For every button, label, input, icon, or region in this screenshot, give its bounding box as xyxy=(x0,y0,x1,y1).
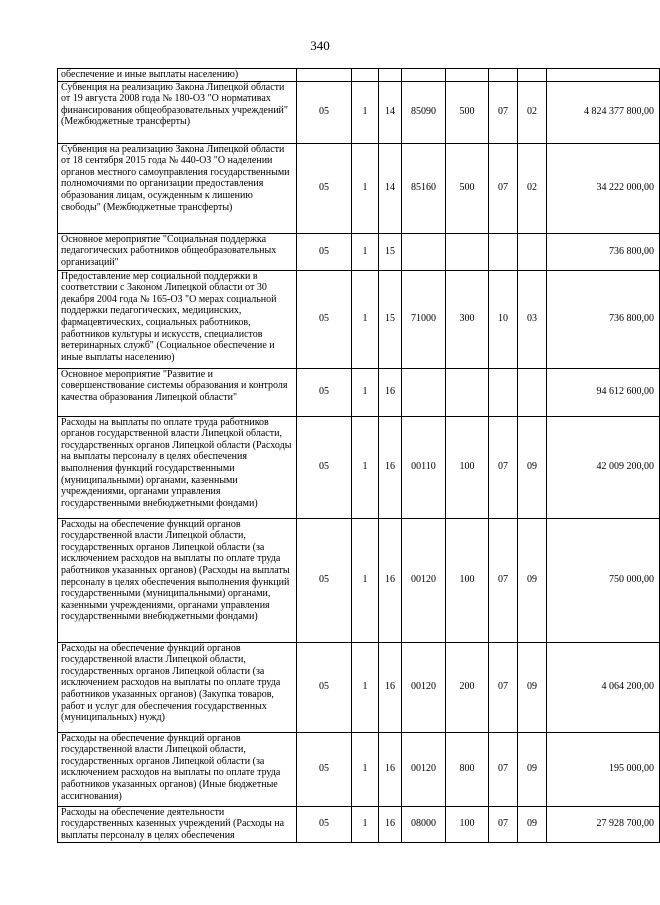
activity-code-cell: 16 xyxy=(379,518,402,642)
amount-cell: 195 000,00 xyxy=(547,732,660,806)
amount-cell: 42 009 200,00 xyxy=(547,416,660,518)
program-code-cell: 05 xyxy=(297,233,352,270)
amount-cell: 34 222 000,00 xyxy=(547,143,660,233)
program-code-cell: 05 xyxy=(297,81,352,143)
expense-type-code-cell: 300 xyxy=(446,270,489,368)
expense-type-code-cell xyxy=(446,69,489,82)
expense-type-code-cell xyxy=(446,368,489,416)
activity-code-cell: 14 xyxy=(379,143,402,233)
activity-code-cell: 14 xyxy=(379,81,402,143)
amount-cell: 94 612 600,00 xyxy=(547,368,660,416)
expense-item-name: обеспечение и иные выплаты населению) xyxy=(58,69,297,82)
program-code-cell: 05 xyxy=(297,806,352,842)
section-code-cell xyxy=(489,233,518,270)
activity-code-cell: 15 xyxy=(379,233,402,270)
activity-code-cell: 16 xyxy=(379,416,402,518)
table-row xyxy=(58,233,660,270)
section-code-cell: 07 xyxy=(489,806,518,842)
section-code-cell: 07 xyxy=(489,518,518,642)
subprogram-code-cell: 1 xyxy=(352,416,379,518)
expense-item-name: Расходы на выплаты по оплате труда работников органов государственной власти Липецкой области, государственных органов Липецкой области (Расходы на выплаты персоналу в целях обеспечения выполнения функций государственными (муниципальными) органами, казенными учреждениями, органами управления государственными внебюджетными фондами) xyxy=(58,416,297,518)
direction-code-cell: 00120 xyxy=(402,642,446,732)
amount-cell: 27 928 700,00 xyxy=(547,806,660,842)
amount-cell xyxy=(547,69,660,82)
program-code-cell: 05 xyxy=(297,518,352,642)
activity-code-cell: 16 xyxy=(379,368,402,416)
activity-code-cell: 16 xyxy=(379,732,402,806)
subsection-code-cell xyxy=(518,368,547,416)
program-code-cell: 05 xyxy=(297,416,352,518)
section-code-cell: 07 xyxy=(489,416,518,518)
subprogram-code-cell: 1 xyxy=(352,143,379,233)
program-code-cell: 05 xyxy=(297,732,352,806)
direction-code-cell: 00120 xyxy=(402,732,446,806)
table-row xyxy=(58,518,660,642)
direction-code-cell: 08000 xyxy=(402,806,446,842)
program-code-cell: 05 xyxy=(297,143,352,233)
activity-code-cell xyxy=(379,69,402,82)
subprogram-code-cell xyxy=(352,69,379,82)
amount-cell: 4 064 200,00 xyxy=(547,642,660,732)
table-row xyxy=(58,416,660,518)
direction-code-cell xyxy=(402,69,446,82)
program-code-cell: 05 xyxy=(297,368,352,416)
direction-code-cell: 71000 xyxy=(402,270,446,368)
direction-code-cell: 85090 xyxy=(402,81,446,143)
expense-item-name: Основное мероприятие "Социальная поддержка педагогических работников общеобразовательных организаций" xyxy=(58,233,297,270)
subprogram-code-cell: 1 xyxy=(352,806,379,842)
expense-item-name: Расходы на обеспечение функций органов государственной власти Липецкой области, государственных органов Липецкой области (за исключением расходов на выплаты по оплате труда работников указанных органов) (Иные бюджетные ассигнования) xyxy=(58,732,297,806)
section-code-cell: 07 xyxy=(489,642,518,732)
table-row xyxy=(58,732,660,806)
subsection-code-cell: 09 xyxy=(518,642,547,732)
subsection-code-cell: 02 xyxy=(518,81,547,143)
section-code-cell: 07 xyxy=(489,81,518,143)
table-row xyxy=(58,806,660,842)
direction-code-cell: 00110 xyxy=(402,416,446,518)
expense-type-code-cell xyxy=(446,233,489,270)
subsection-code-cell: 03 xyxy=(518,270,547,368)
program-code-cell xyxy=(297,69,352,82)
amount-cell: 736 800,00 xyxy=(547,233,660,270)
direction-code-cell: 85160 xyxy=(402,143,446,233)
expense-type-code-cell: 200 xyxy=(446,642,489,732)
amount-cell: 736 800,00 xyxy=(547,270,660,368)
subprogram-code-cell: 1 xyxy=(352,642,379,732)
amount-cell: 750 000,00 xyxy=(547,518,660,642)
subprogram-code-cell: 1 xyxy=(352,81,379,143)
subsection-code-cell: 09 xyxy=(518,518,547,642)
expense-type-code-cell: 100 xyxy=(446,806,489,842)
expense-item-name: Субвенция на реализацию Закона Липецкой области от 19 августа 2008 года № 180-ОЗ "О нормативах финансирования общеобразовательных учреждений" (Межбюджетные трансферты) xyxy=(58,81,297,143)
table-row xyxy=(58,143,660,233)
direction-code-cell: 00120 xyxy=(402,518,446,642)
program-code-cell: 05 xyxy=(297,270,352,368)
table-row xyxy=(58,69,660,82)
expense-type-code-cell: 500 xyxy=(446,143,489,233)
subsection-code-cell: 09 xyxy=(518,416,547,518)
direction-code-cell xyxy=(402,368,446,416)
subprogram-code-cell: 1 xyxy=(352,368,379,416)
expense-item-name: Расходы на обеспечение функций органов государственной власти Липецкой области, государственных органов Липецкой области (за исключением расходов на выплаты по оплате труда работников указанных органов) (Расходы на выплаты персоналу в целях обеспечения выполнения функций государственными (муниципальными) органами, казенными учреждениями, органами управления государственными внебюджетными фондами) xyxy=(58,518,297,642)
subprogram-code-cell: 1 xyxy=(352,732,379,806)
table-body xyxy=(58,69,660,843)
expense-item-name: Основное мероприятие "Развитие и совершенствование системы образования и контроля качества образования Липецкой области" xyxy=(58,368,297,416)
expense-item-name: Предоставление мер социальной поддержки в соответствии с Законом Липецкой области от 30 декабря 2004 года № 165-ОЗ "О мерах социальной поддержки педагогических, медицинских, фармацевтических, социальных работников, работников культуры и искусств, специалистов ветеринарных служб" (Социальное обеспечение и иные выплаты населению) xyxy=(58,270,297,368)
subprogram-code-cell: 1 xyxy=(352,233,379,270)
subsection-code-cell xyxy=(518,233,547,270)
section-code-cell: 10 xyxy=(489,270,518,368)
direction-code-cell xyxy=(402,233,446,270)
section-code-cell xyxy=(489,69,518,82)
amount-cell: 4 824 377 800,00 xyxy=(547,81,660,143)
expense-item-name: Субвенция на реализацию Закона Липецкой области от 18 сентября 2015 года № 440-ОЗ "О наделении органов местного самоуправления государственными полномочиями по организации предоставления образования лицам, осужденным к лишению свободы" (Межбюджетные трансферты) xyxy=(58,143,297,233)
expense-type-code-cell: 100 xyxy=(446,416,489,518)
budget-table xyxy=(57,68,660,843)
subprogram-code-cell: 1 xyxy=(352,518,379,642)
activity-code-cell: 16 xyxy=(379,642,402,732)
subprogram-code-cell: 1 xyxy=(352,270,379,368)
subsection-code-cell: 02 xyxy=(518,143,547,233)
expense-item-name: Расходы на обеспечение деятельности государственных казенных учреждений (Расходы на выплаты персоналу в целях обеспечения xyxy=(58,806,297,842)
page-number: 340 xyxy=(310,38,330,53)
table-row xyxy=(58,270,660,368)
section-code-cell: 07 xyxy=(489,732,518,806)
program-code-cell: 05 xyxy=(297,642,352,732)
expense-type-code-cell: 100 xyxy=(446,518,489,642)
section-code-cell: 07 xyxy=(489,143,518,233)
section-code-cell xyxy=(489,368,518,416)
subsection-code-cell: 09 xyxy=(518,806,547,842)
activity-code-cell: 15 xyxy=(379,270,402,368)
expense-type-code-cell: 800 xyxy=(446,732,489,806)
table-row xyxy=(58,368,660,416)
table-row xyxy=(58,81,660,143)
subsection-code-cell xyxy=(518,69,547,82)
subsection-code-cell: 09 xyxy=(518,732,547,806)
table-row xyxy=(58,642,660,732)
expense-item-name: Расходы на обеспечение функций органов государственной власти Липецкой области, государственных органов Липецкой области (за исключением расходов на выплаты по оплате труда работников указанных органов) (Закупка товаров, работ и услуг для обеспечения государственных (муниципальных) нужд) xyxy=(58,642,297,732)
activity-code-cell: 16 xyxy=(379,806,402,842)
expense-type-code-cell: 500 xyxy=(446,81,489,143)
